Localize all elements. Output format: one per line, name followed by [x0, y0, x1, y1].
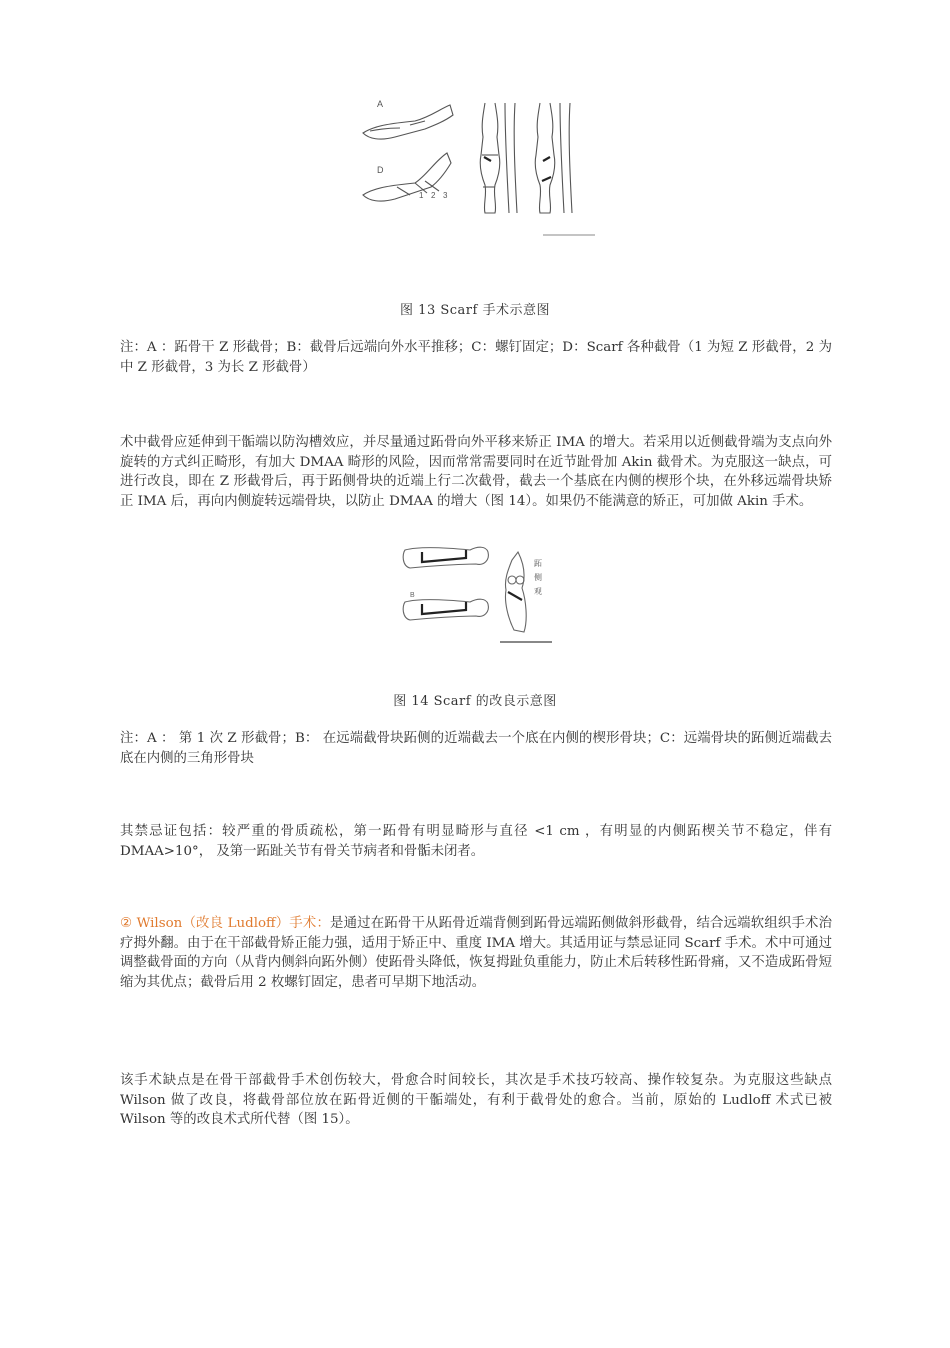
panel-label-b: B: [410, 592, 415, 599]
side-label-1: 跖: [534, 559, 542, 568]
panel-label-a: A: [377, 99, 384, 109]
figure-13-illustration: [355, 95, 600, 240]
label-1: 1: [419, 191, 424, 200]
wilson-body: 是通过在跖骨干从跖骨近端背侧到跖骨远端跖侧做斜形截骨，结合远端软组织手术治疗拇外翻。由于在干部截骨矫正能力强，适用于矫正中、重度 IMA 增大。其适用证与禁忌证同 Scarf 手术。术中可通过调整截骨面的方向（从背内侧斜向跖外侧）使跖骨头降低，恢复拇趾负重能力，防止术后转移性跖骨痛，又不造成跖骨短缩为其优点；截骨后用 2 枚螺钉固定，患者可早期下地活动。: [120, 916, 832, 990]
paragraph-scarf-modification: 术中截骨应延伸到干骺端以防沟槽效应，并尽量通过跖骨向外平移来矫正 IMA 的增大。若采用以近侧截骨端为支点向外旋转的方式纠正畸形，有加大 DMAA 畸形的风险，因而常常需要同时在近节趾骨加 Akin 截骨术。为克服这一缺点，可进行改良，即在 Z 形截骨后，再于跖侧骨块的近端上行二次截骨，截去一个基底在内侧的楔形个块，在外移远端骨块矫正 IMA 后，再向内侧旋转远端骨块，以防止 DMAA 的增大（图 14）。如果仍不能满意的矫正，可加做 Akin 手术。: [120, 435, 832, 509]
figure-14-caption: 图 14 Scarf 的改良示意图: [393, 694, 557, 709]
figure-13-note: 注：A ：跖骨干 Z 形截骨；B：截骨后远端向外水平推移；C：螺钉固定；D：Scarf 各种截骨（1 为短 Z 形截骨，2 为中 Z 形截骨，3 为长 Z 形截骨）: [120, 340, 832, 375]
paragraph-wilson-procedure: [120, 914, 832, 992]
figure-14-note: 注：A ： 第 1 次 Z 形截骨；B： 在远端截骨块跖侧的近端截去一个底在内侧的楔形骨块；C：远端骨块的跖侧近端截去底在内侧的三角形骨块: [120, 731, 832, 766]
panel-label-d: D: [377, 165, 384, 175]
paragraph-contraindications: 其禁忌证包括：较严重的骨质疏松，第一跖骨有明显畸形与直径 <1 cm ，有明显的内侧跖楔关节不稳定，伴有 DMAA>10°， 及第一跖趾关节有骨关节病者和骨骺未闭者。: [120, 824, 832, 859]
side-label-3: 观: [534, 587, 542, 596]
side-label-2: 侧: [534, 573, 542, 582]
label-3: 3: [443, 191, 448, 200]
figure-14-illustration: [400, 540, 560, 645]
label-2: 2: [431, 191, 436, 200]
figure-13-caption: 图 13 Scarf 手术示意图: [400, 303, 550, 318]
paragraph-wilson-drawbacks: 该手术缺点是在骨干部截骨手术创伤较大，骨愈合时间较长，其次是手术技巧较高、操作较复杂。为克服这些缺点 Wilson 做了改良，将截骨部位放在跖骨近侧的干骺端处，有利于截骨处的愈合。当前，原始的 Ludloff 术式已被 Wilson 等的改良术式所代替（图 15）。: [120, 1073, 832, 1128]
wilson-heading: ② Wilson（改良 Ludloff）手术：: [120, 916, 331, 931]
